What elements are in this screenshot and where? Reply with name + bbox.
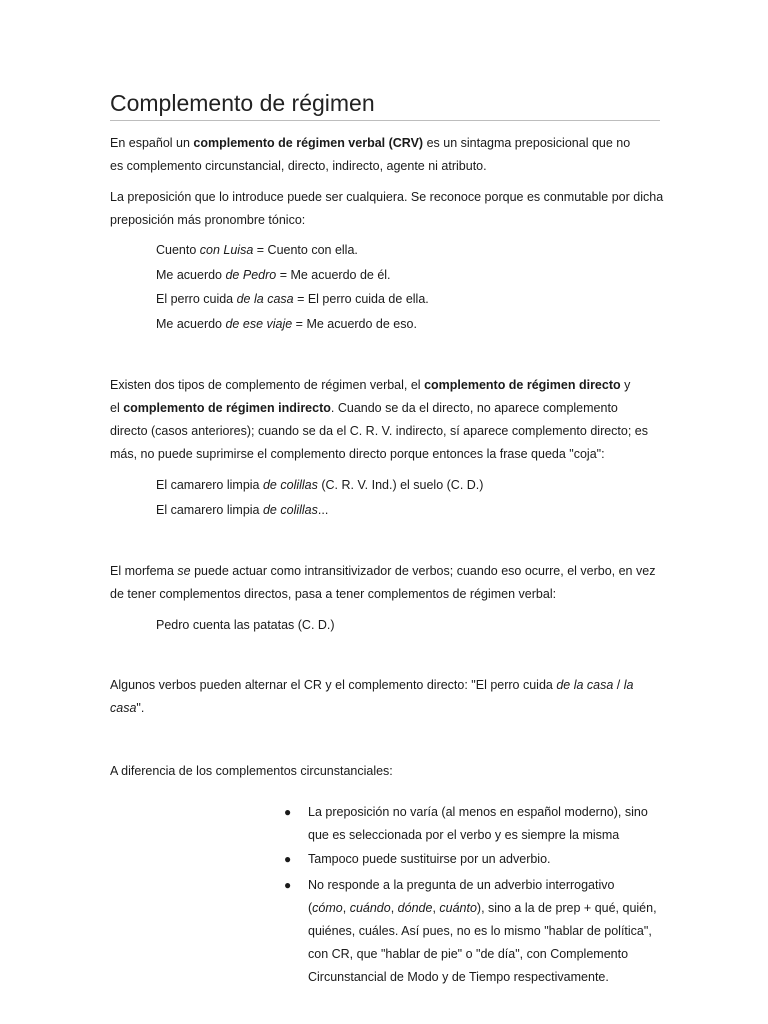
text: Me acuerdo	[156, 317, 226, 331]
text: El morfema	[110, 564, 178, 578]
page-title: Complemento de régimen	[110, 90, 660, 121]
text: ".	[136, 701, 145, 715]
paragraph-definition	[110, 132, 670, 178]
bullet-icon: ●	[284, 852, 292, 866]
text: ,	[390, 901, 398, 915]
bold-term: complemento de régimen verbal (CRV)	[193, 136, 424, 150]
text: que es seleccionada por el verbo y es siempre la misma	[308, 828, 620, 842]
text: Me acuerdo	[156, 268, 226, 282]
list-item	[284, 848, 684, 871]
example-line	[156, 474, 483, 497]
example-line	[156, 313, 417, 336]
text: de tener complementos directos, pasa a tener complementos de régimen verbal:	[110, 587, 557, 601]
italic-text: con Luisa	[199, 243, 254, 257]
text: La preposición no varía (al menos en español moderno), sino	[308, 805, 648, 819]
text: En español un	[110, 136, 194, 150]
text: El camarero limpia	[156, 478, 263, 492]
paragraph-alternation	[110, 674, 670, 720]
example-line	[156, 239, 358, 262]
list-item-text	[308, 801, 684, 847]
text: Circunstancial de Modo y de Tiempo respectivamente.	[308, 970, 609, 984]
text: ...	[317, 503, 329, 517]
italic-text: de Pedro	[225, 268, 277, 282]
list-item	[284, 801, 684, 847]
italic-text: de la casa	[236, 292, 294, 306]
text: preposición más pronombre tónico:	[110, 213, 306, 227]
paragraph-types	[110, 374, 670, 466]
text: directo (casos anteriores); cuando se da el C. R. V. indirecto, sí aparece complemento directo; es	[110, 424, 649, 438]
italic-text: de colillas	[262, 503, 318, 517]
example-line	[156, 499, 328, 522]
example-line	[156, 264, 391, 287]
text: puede actuar como intransitivizador de verbos; cuando eso ocurre, el verbo, en vez	[190, 564, 656, 578]
text: ), sino a la de prep + qué, quién,	[476, 901, 657, 915]
text: más, no puede suprimirse el complemento directo porque entonces la frase queda "coja":	[110, 447, 605, 461]
paragraph-difference: A diferencia de los complementos circunstanciales:	[110, 764, 393, 778]
text: el	[110, 401, 124, 415]
example-line	[156, 288, 429, 311]
text: con CR, que "hablar de pie" o "de día", con Complemento	[308, 947, 629, 961]
italic-text: la	[623, 678, 634, 692]
text: es un sintagma preposicional que no	[423, 136, 631, 150]
paragraph-morpheme	[110, 560, 670, 606]
italic-text: dónde	[397, 901, 433, 915]
text: = Me acuerdo de él.	[276, 268, 391, 282]
text: El camarero limpia	[156, 503, 263, 517]
list-item-text	[308, 874, 684, 989]
italic-text: de ese viaje	[225, 317, 293, 331]
list-item-text: Tampoco puede sustituirse por un adverbio.	[308, 852, 551, 866]
paragraph-preposition	[110, 186, 670, 232]
text: = El perro cuida de ella.	[293, 292, 429, 306]
italic-text: de colillas	[262, 478, 318, 492]
bold-term: complemento de régimen indirecto	[123, 401, 331, 415]
text: es complemento circunstancial, directo, indirecto, agente ni atributo.	[110, 159, 487, 173]
text: (C. R. V. Ind.) el suelo (C. D.)	[317, 478, 484, 492]
text: quiénes, cuáles. Así pues, no es lo mismo "hablar de política",	[308, 924, 652, 938]
text: = Cuento con ella.	[253, 243, 358, 257]
italic-text: cuánto	[439, 901, 477, 915]
text: (	[308, 901, 313, 915]
italic-text: se	[177, 564, 191, 578]
text: El perro cuida	[156, 292, 237, 306]
italic-text: casa	[110, 701, 137, 715]
text: Algunos verbos pueden alternar el CR y el complemento directo: "El perro cuida	[110, 678, 557, 692]
italic-text: cuándo	[349, 901, 391, 915]
bold-term: complemento de régimen directo	[424, 378, 621, 392]
text: La preposición que lo introduce puede ser cualquiera. Se reconoce porque es conmutable por dicha	[110, 190, 664, 204]
text: Existen dos tipos de complemento de régimen verbal, el	[110, 378, 425, 392]
bullet-icon: ●	[284, 878, 292, 892]
text: ,	[432, 901, 440, 915]
text: y	[620, 378, 631, 392]
text: ,	[342, 901, 350, 915]
text: . Cuando se da el directo, no aparece complemento	[330, 401, 618, 415]
text: No responde a la pregunta de un adverbio interrogativo	[308, 878, 615, 892]
italic-text: de la casa	[556, 678, 614, 692]
list-item	[284, 874, 684, 989]
text: /	[613, 678, 624, 692]
bullet-icon: ●	[284, 805, 292, 819]
italic-text: cómo	[312, 901, 343, 915]
text: = Me acuerdo de eso.	[292, 317, 417, 331]
text: Cuento	[156, 243, 200, 257]
example-line: Pedro cuenta las patatas (C. D.)	[156, 618, 335, 632]
